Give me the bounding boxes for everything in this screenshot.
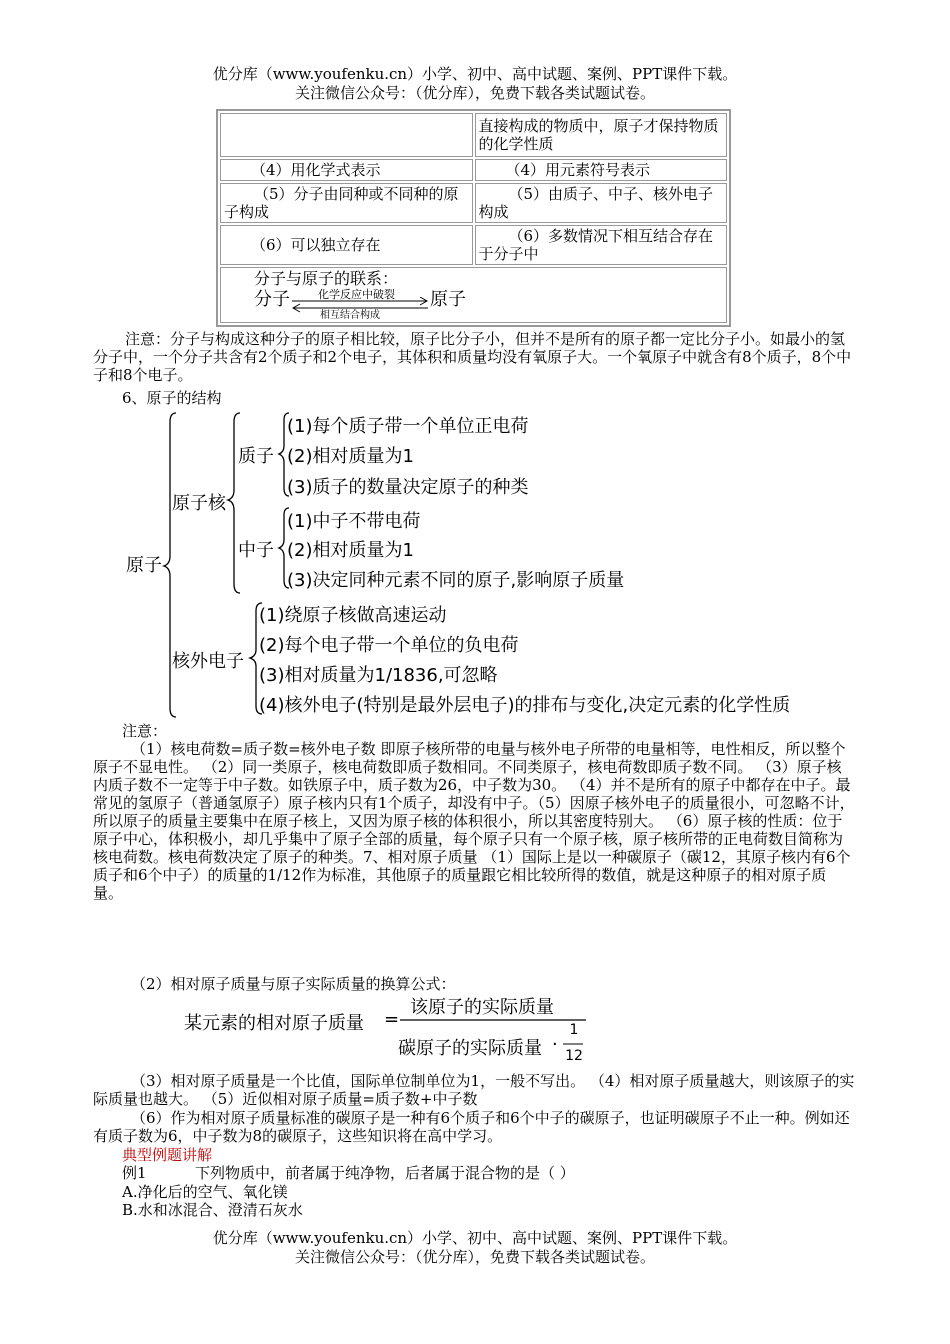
relation-backward-label: 相互结合构成	[320, 310, 380, 321]
formula-intro: （2）相对原子质量与原子实际质量的换算公式：	[131, 975, 456, 993]
points-paragraph: （3）相对原子质量是一个比值，国际单位制单位为1，一般不写出。 （4）相对原子质量越大，则该原子的实际质量也越大。 （5）近似相对原子质量=质子数+中子数	[93, 1072, 855, 1108]
electron-item: (3)相对质量为1/1836,可忽略	[259, 665, 498, 686]
neutron-item: (3)决定同种元素不同的原子,影响原子质量	[287, 570, 625, 591]
example-1-option: B.水和冰混合、澄清石灰水	[122, 1201, 303, 1219]
relation-atom: 原子	[430, 289, 466, 310]
note-paragraph-1: 注意：分子与构成这种分子的原子相比较，原子比分子小，但并不是所有的原子都一定比分子小。如最小的氢分子中，一个分子共含有2个质子和2个电子，其体积和质量均没有氧原子大。一个氧原子中就含有8个质子，8个中子和8个电子。	[93, 330, 852, 384]
relation-forward-label: 化学反应中破裂	[318, 288, 395, 301]
relation-molecule: 分子	[254, 289, 290, 310]
example-1-label: 例1	[122, 1164, 147, 1182]
table-cell-right: （5）由质子、中子、核外电子构成	[475, 183, 728, 223]
electron-item: (4)核外电子(特别是最外层电子)的排布与变化,决定元素的化学性质	[259, 695, 791, 716]
section-6-title: 6、原子的结构	[122, 389, 222, 407]
table-cell-left: （4）用化学式表示	[220, 159, 473, 181]
formula-small-denominator: 12	[565, 1048, 583, 1064]
electron-item: (2)每个电子带一个单位的负电荷	[259, 635, 519, 656]
proton-item: (1)每个质子带一个单位正电荷	[287, 416, 529, 437]
formula-denominator: 碳原子的实际质量	[398, 1038, 542, 1059]
electron-item: (1)绕原子核做高速运动	[259, 605, 447, 626]
header-line-1: 优分库（www.youfenku.cn）小学、初中、高中试题、案例、PPT课件下载。	[212, 65, 738, 83]
table-cell-right: （4）用元素符号表示	[475, 159, 728, 181]
table-cell-right: （6）多数情况下相互结合存在于分子中	[475, 225, 728, 265]
relation-title: 分子与原子的联系：	[254, 269, 399, 288]
structure-neutron: 中子	[238, 540, 274, 561]
structure-nucleus: 原子核	[172, 493, 226, 514]
proton-item: (2)相对质量为1	[287, 446, 414, 467]
formula-dot: ·	[552, 1034, 558, 1055]
neutron-item: (2)相对质量为1	[287, 540, 414, 561]
footer-line-2: 关注微信公众号：（优分库），免费下载各类试题试卷。	[294, 1248, 655, 1266]
formula-small-fraction-line	[563, 1043, 585, 1046]
formula-small-numerator: 1	[569, 1022, 579, 1038]
header-line-2: 关注微信公众号：（优分库），免费下载各类试题试卷。	[294, 84, 655, 102]
table-cell-right: 直接构成的物质中，原子才保持物质的化学性质	[475, 113, 728, 157]
footer-line-1: 优分库（www.youfenku.cn）小学、初中、高中试题、案例、PPT课件下载。	[212, 1229, 738, 1247]
proton-item: (3)质子的数量决定原子的种类	[287, 477, 529, 498]
formula-lhs: 某元素的相对原子质量	[184, 1013, 364, 1034]
example-1-question: 下列物质中，前者属于纯净物，后者属于混合物的是（ ）	[195, 1164, 575, 1182]
table-cell-left: （6）可以独立存在	[220, 225, 473, 265]
formula-fraction-line	[400, 1018, 590, 1022]
structure-electron: 核外电子	[172, 651, 244, 672]
formula-equals: =	[384, 1009, 400, 1030]
note-2-label: 注意：	[122, 722, 168, 740]
formula-numerator: 该原子的实际质量	[410, 997, 554, 1018]
examples-heading: 典型例题讲解	[122, 1146, 213, 1164]
structure-proton: 质子	[238, 446, 274, 467]
point-6-paragraph: （6）作为相对原子质量标准的碳原子是一种有6个质子和6个中子的碳原子，也证明碳原子不止一种。例如还有质子数为6，中子数为8的碳原子，这些知识将在高中学习。	[93, 1109, 850, 1145]
example-1-option: A.净化后的空气、氧化镁	[122, 1183, 288, 1201]
note-paragraph-2: （1）核电荷数=质子数=核外电子数 即原子核所带的电量与核外电子所带的电量相等，电性相反，所以整个原子不显电性。 （2）同一类原子，核电荷数即质子数相同。不同类原子，核电荷数即质子数不同。 （3）原子核内质子数不一定等于中子数。如铁原子中，质子数为26，中子数为30。 （4）并不是所有的原子中都存在中子。最常见的氢原子（普通氢原子）原子核内只有1个质子，却没有中子。（5）因原子核外电子的质量很小，可忽略不计，所以原子的质量主要集中在原子核上，又因为原子核的体积很小，所以其密度特别大。 （6）原子核的性质：位于原子中心，体积极小，却几乎集中了原子全部的质量，每个原子只有一个原子核，原子核所带的正电荷数目简称为核电荷数。核电荷数决定了原子的种类。7、相对原子质量 （1）国际上是以一种碳原子（碳12，其原子核内有6个质子和6个中子）的质量的1/12作为标准，其他原子的质量跟它相比较所得的数值，就是这种原子的相对原子质量。	[93, 740, 855, 902]
neutron-item: (1)中子不带电荷	[287, 511, 421, 532]
structure-atom: 原子	[126, 555, 162, 576]
table-cell-left: （5）分子由同种或不同种的原子构成	[220, 183, 473, 223]
